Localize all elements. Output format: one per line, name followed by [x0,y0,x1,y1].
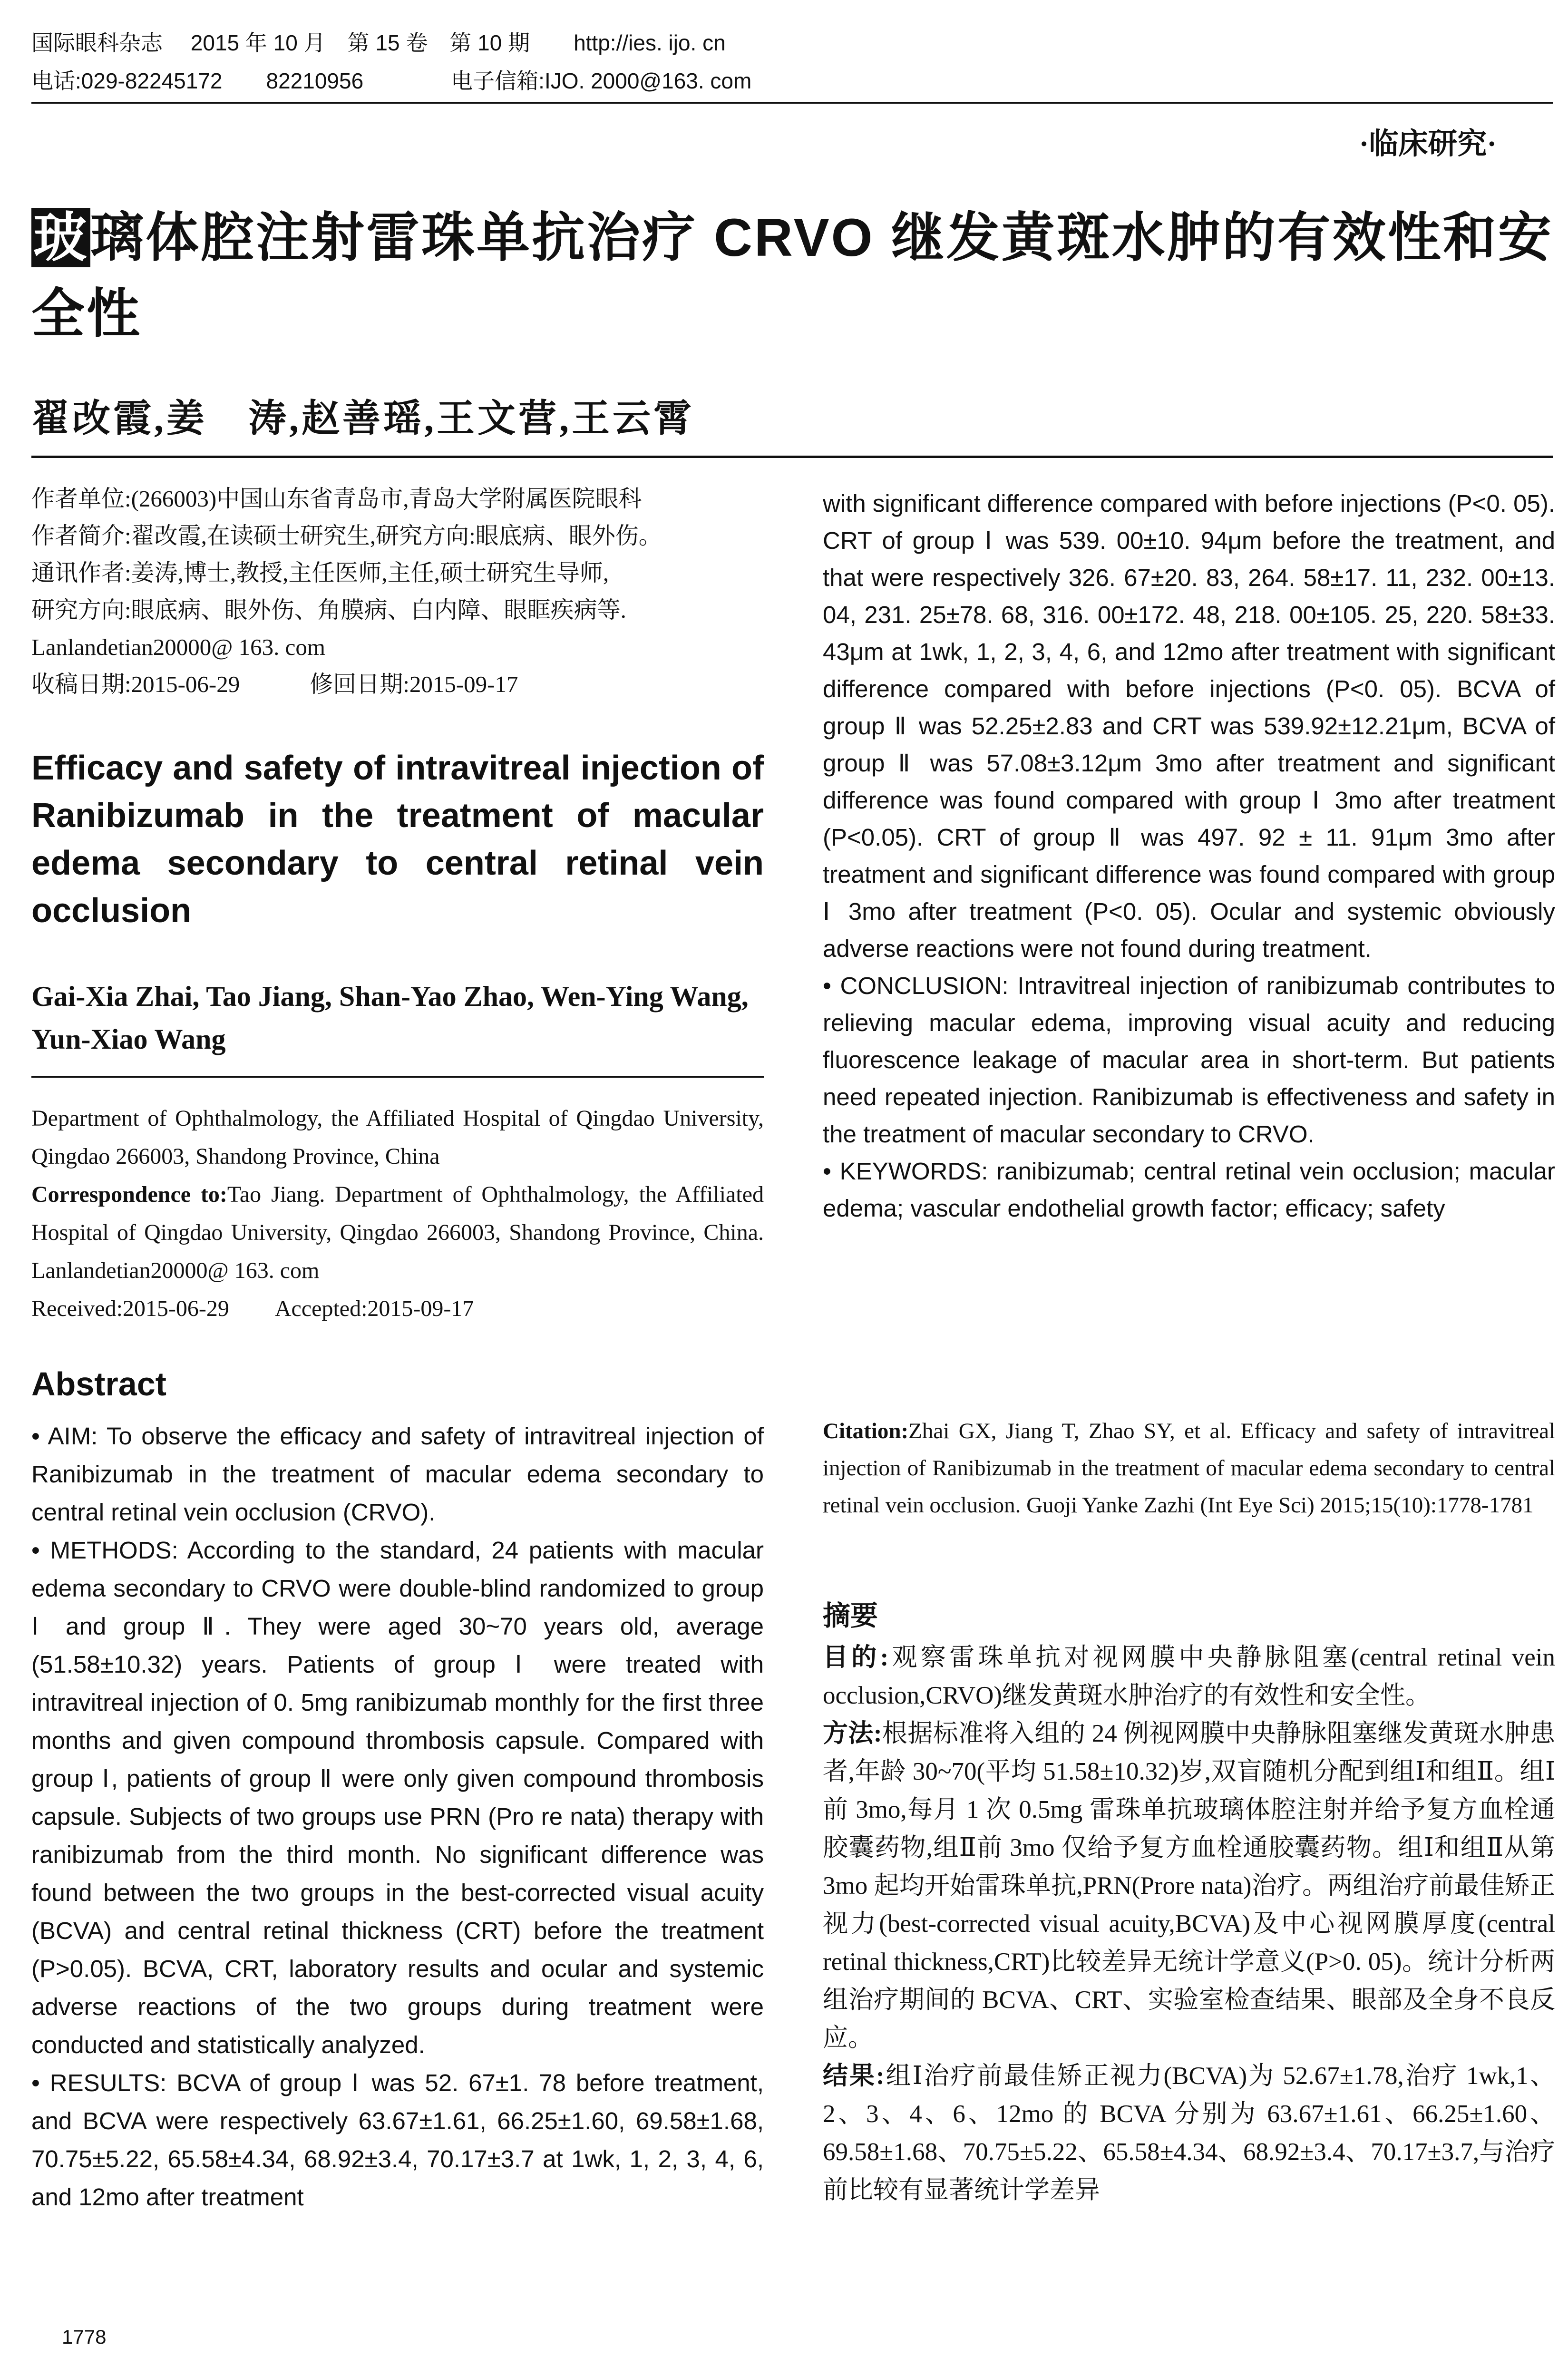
page-number: 1778 [62,2326,107,2348]
affiliation-block [31,1100,764,1328]
meta-line: 作者单位:(266003)中国山东省青岛市,青岛大学附属医院眼科 [31,486,642,512]
english-title: Efficacy and safety of intravitreal injection of Ranibizumab in the treatment of macular edema secondary to central retinal vein occlusion [31,749,764,930]
abstract-right-column [823,485,1555,1227]
cn-methods-text: 根据标准将入组的 24 例视网膜中央静脉阻塞继发黄斑水肿患者,年龄 30~70(平均 51.58±10.32)岁,双盲随机分配到组Ⅰ和组Ⅱ。组Ⅰ前 3mo,每月 1 次 0.5mg 雷珠单抗玻璃体腔注射并给予复方血栓通胶囊药物,组Ⅱ前 3mo 仅给予复方血栓通胶囊药物。组Ⅰ和组Ⅱ从第 3mo 起均开始雷珠单抗,PRN(Prore nata)治疗。两组治疗前最佳矫正视力(best-corrected visual acuity,BCVA)及中心视网膜厚度(central retinal thickness,CRT)比较差异无统计学意义(P>0. 05)。统计分析两组治疗期间的 BCVA、CRT、实验室检查结果、眼部及全身不良反应。 [823,1720,1555,2052]
chinese-abstract [823,1638,1555,2209]
chinese-abstract-heading: 摘要 [823,1600,878,1631]
cn-aim-label: 目的: [823,1644,889,1671]
correspondence-text: Tao Jiang. Department of Ophthalmology, the Affiliated Hospital of Qingdao University, Qingdao 266003, Shandong Province, China. Lanlandetian20000@ 163. com [31,1182,764,1283]
received-accepted-dates: Received:2015-06-29 Accepted:2015-09-17 [31,1296,474,1321]
meta-line: 作者简介:翟改霞,在读硕士研究生,研究方向:眼底病、眼外伤。 [31,523,662,549]
cn-methods [823,1715,1555,2057]
cn-methods-label: 方法: [823,1720,882,1747]
citation-block [823,1413,1555,1524]
title-rule [31,456,1553,458]
cn-results-label: 结果: [823,2062,885,2090]
article-title [31,200,1553,352]
header-rule [31,102,1553,104]
journal-header-line2: 电话:029-82245172 82210956 电子信箱:IJO. 2000@163. com [31,68,752,93]
abstract-left-column [31,1417,764,2216]
authors-chinese: 翟改霞,姜 涛,赵善瑶,王文营,王云霄 [31,398,694,440]
abstract-results-start: • RESULTS: BCVA of group Ⅰ was 52. 67±1. 78 before treatment, and BCVA were respectively 63.67±1.61, 66.25±1.60, 69.58±1.68, 70.75±5.22, 65.58±4.34, 68.92±3.4, 70.17±3.7 at 1wk, 1, 2, 3, 4, 6, and 12mo after treatment [31,2069,764,2211]
meta-line: Lanlandetian20000@ 163. com [31,634,326,660]
correspondence-label: Correspondence to: [31,1182,227,1207]
cn-aim [823,1638,1555,1715]
section-label: ·临床研究· [1359,128,1497,160]
correspondence [31,1176,764,1290]
english-authors: Gai-Xia Zhai, Tao Jiang, Shan-Yao Zhao, Wen-Ying Wang, Yun-Xiao Wang [31,981,749,1055]
abstract-methods: • METHODS: According to the standard, 24 patients with macular edema secondary to CRVO were double-blind randomized to group Ⅰ and group Ⅱ. They were aged 30~70 years old, average (51.58±10.32) years. Patients of group Ⅰ were treated with intravitreal injection of 0. 5mg ranibizumab monthly for the first three months and given compound thrombosis capsule. Compared with group Ⅰ, patients of group Ⅱ were only given compound thrombosis capsule. Subjects of two groups use PRN (Pro re nata) therapy with ranibizumab from the third month. No significant difference was found between the two groups in the best-corrected visual acuity (BCVA) and central retinal thickness (CRT) before the treatment (P>0.05). BCVA, CRT, laboratory results and ocular and systemic adverse reactions of the two groups during treatment were conducted and statistically analyzed. [31,1537,764,2058]
journal-header-line1: 国际眼科杂志 2015 年 10 月 第 15 卷 第 10 期 http://ies. ijo. cn [31,30,726,55]
abstract-results-continued: with significant difference compared with before injections (P<0. 05). CRT of group Ⅰ was 539. 00±10. 94μm before the treatment, and that were respectively 326. 67±20. 83, 264. 58±17. 11, 232. 00±13. 04, 231. 25±78. 68, 316. 00±172. 48, 218. 00±105. 25, 220. 58±33. 43μm at 1wk, 1, 2, 3, 4, 6, and 12mo after treatment with significant difference compared with before injections (P<0. 05). BCVA of group Ⅱ was 52.25±2.83 and CRT was 539.92±12.21μm, BCVA of group Ⅱ was 57.08±3.12μm 3mo after treatment and significant difference was found compared with group Ⅰ 3mo after treatment (P<0.05). CRT of group Ⅱ was 497. 92 ± 11. 91μm 3mo after treatment and significant difference was found compared with group Ⅰ 3mo after treatment (P<0. 05). Ocular and systemic obviously adverse reactions were not found during treatment. [823,490,1555,962]
title-rest: 璃体腔注射雷珠单抗治疗 CRVO 继发黄斑水肿的有效性和安全性 [31,208,1553,343]
citation-label: Citation: [823,1419,909,1443]
cn-results [823,2057,1555,2209]
meta-line: 研究方向:眼底病、眼外伤、角膜病、白内障、眼眶疾病等. [31,597,626,623]
author-info-chinese [31,480,764,703]
citation-text: Zhai GX, Jiang T, Zhao SY, et al. Efficacy and safety of intravitreal injection of Ranibizumab in the treatment of macular edema secondary to central retinal vein occlusion. Guoji Yanke Zazhi (Int Eye Sci) 2015;15(10):1778-1781 [823,1419,1555,1518]
abstract-keywords: • KEYWORDS: ranibizumab; central retinal vein occlusion; macular edema; vascular endothelial growth factor; efficacy; safety [823,1158,1555,1222]
meta-line: 收稿日期:2015-06-29 修回日期:2015-09-17 [31,671,518,697]
meta-line: 通讯作者:姜涛,博士,教授,主任医师,主任,硕士研究生导师, [31,560,609,586]
abstract-aim: • AIM: To observe the efficacy and safety of intravitreal injection of Ranibizumab in the treatment of macular edema secondary to central retinal vein occlusion (CRVO). [31,1422,764,1526]
cn-aim-text: 观察雷珠单抗对视网膜中央静脉阻塞(central retinal vein occlusion,CRVO)继发黄斑水肿治疗的有效性和安全性。 [823,1644,1555,1709]
abstract-heading: Abstract [31,1365,166,1403]
affiliation-rule [31,1076,764,1078]
department: Department of Ophthalmology, the Affiliated Hospital of Qingdao University, Qingdao 266003, Shandong Province, China [31,1106,764,1169]
abstract-conclusion: • CONCLUSION: Intravitreal injection of ranibizumab contributes to relieving macular edema, improving visual acuity and reducing fluorescence leakage of macular area in short-term. But patients need repeated injection. Ranibizumab is effectiveness and safety in the treatment of macular secondary to CRVO. [823,972,1555,1148]
cn-results-text: 组Ⅰ治疗前最佳矫正视力(BCVA)为 52.67±1.78,治疗 1wk,1、2、3、4、6、12mo 的 BCVA 分别为 63.67±1.61、66.25±1.60、69.58±1.68、70.75±5.22、65.58±4.34、68.92±3.4、70.17±3.7,与治疗前比较有显著统计学差异 [823,2062,1555,2204]
title-first-char: 玻 [31,208,90,267]
